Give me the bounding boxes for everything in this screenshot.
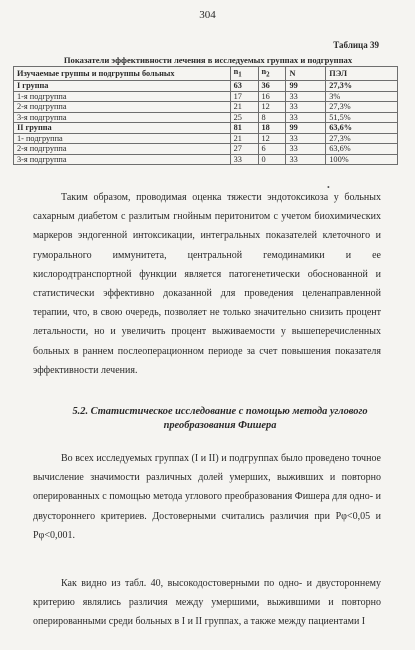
table-row [14,91,398,102]
paragraph-2-text: Во всех исследуемых группах (I и II) и подгруппах было проведено точное вычисление значимости различных долей умерших, выживших и повторно оперированных с помощью метода углового преобразования Фишера для одно- и двустороннего критериев. Достоверными считались различия при Рφ<0,05 и Рφ<0,001. [33,453,381,541]
cell-pel: 27,3% [326,81,398,92]
page-number: 304 [199,9,216,21]
paragraph-3-text: Как видно из табл. 40, высокодостоверными по одно- и двустороннему критерию являлись различия между умершими, выжившими и повторно оперированными среди больных в I и II группах, а также между пациентами I [33,578,381,628]
cell-n1: 81 [230,123,258,134]
cell-n2: 8 [258,112,286,123]
cell-n: 99 [286,123,326,134]
stray-dot-mark: • [327,183,330,192]
cell-n2: 0 [258,154,286,165]
cell-n: 33 [286,112,326,123]
cell-n1: 25 [230,112,258,123]
cell-pel: 27,3% [326,133,398,144]
cell-n: 99 [286,81,326,92]
body-paragraph-3 [33,574,381,632]
cell-pel: 51,5% [326,112,398,123]
cell-n2: 18 [258,123,286,134]
cell-name: 3-я подгруппа [14,154,231,165]
table-row [14,144,398,155]
cell-n2: 36 [258,81,286,92]
cell-pel: 100% [326,154,398,165]
header-groups: Изучаемые группы и подгруппы больных [14,67,231,81]
table-row [14,81,398,92]
table-label: Таблица 39 [333,40,379,50]
cell-n: 33 [286,91,326,102]
cell-n: 33 [286,102,326,113]
cell-n1: 17 [230,91,258,102]
cell-n: 33 [286,144,326,155]
table-header-row [14,67,398,81]
cell-name: 1- подгруппа [14,133,231,144]
paragraph-1-text: Таким образом, проводимая оценка тяжести эндотоксикоза у больных сахарным диабетом с разлитым гнойным перитонитом с учетом биохимических маркеров эндогенной интоксикации, интегральных показателей клеточного и гуморального иммунитета, центральной гемодинамики и ее кислородтранспортной функции является патогенетически обоснованной и статистически эффективно доказанной для проведения целенаправленной терапии, что, в свою очередь, позволяет не только значительно снизить процент летальности, но и увеличить процент выживаемости у вышеперечисленных больных в раннем послеоперационном периоде за счет повышения показателя эффективности лечения. [33,192,381,376]
header-n2: $n_2$ [258,67,286,81]
cell-n1: 33 [230,154,258,165]
header-pel: ПЭЛ [326,67,398,81]
table-row [14,133,398,144]
section-heading: 5.2. Статистическое исследование с помощью метода углового преобразования Фишера [72,406,368,431]
cell-n1: 27 [230,144,258,155]
cell-name: 1-я подгруппа [14,91,231,102]
table-row [14,102,398,113]
table-row [14,123,398,134]
table-caption: Показатели эффективности лечения в исследуемых группах и подгруппах [63,55,353,65]
cell-n1: 63 [230,81,258,92]
cell-name: II группа [14,123,231,134]
cell-n: 33 [286,133,326,144]
cell-n1: 21 [230,133,258,144]
cell-name: I группа [14,81,231,92]
cell-n: 33 [286,154,326,165]
cell-n2: 16 [258,91,286,102]
header-n1: $n_1$ [230,67,258,81]
header-n1-sub: 1 [238,71,242,79]
cell-n2: 6 [258,144,286,155]
cell-pel: 63,6% [326,123,398,134]
header-n2-sub: 2 [266,71,270,79]
cell-n2: 12 [258,133,286,144]
header-n: N [286,67,326,81]
results-table [13,66,398,165]
cell-pel: 3% [326,91,398,102]
cell-name: 3-я подгруппа [14,112,231,123]
cell-n2: 12 [258,102,286,113]
body-paragraph-2 [33,449,381,545]
body-paragraph-1 [33,188,381,380]
cell-name: 2-я подгруппа [14,144,231,155]
cell-pel: 63,6% [326,144,398,155]
cell-name: 2-я подгруппа [14,102,231,113]
cell-pel: 27,3% [326,102,398,113]
table-row [14,154,398,165]
table-row [14,112,398,123]
cell-n1: 21 [230,102,258,113]
